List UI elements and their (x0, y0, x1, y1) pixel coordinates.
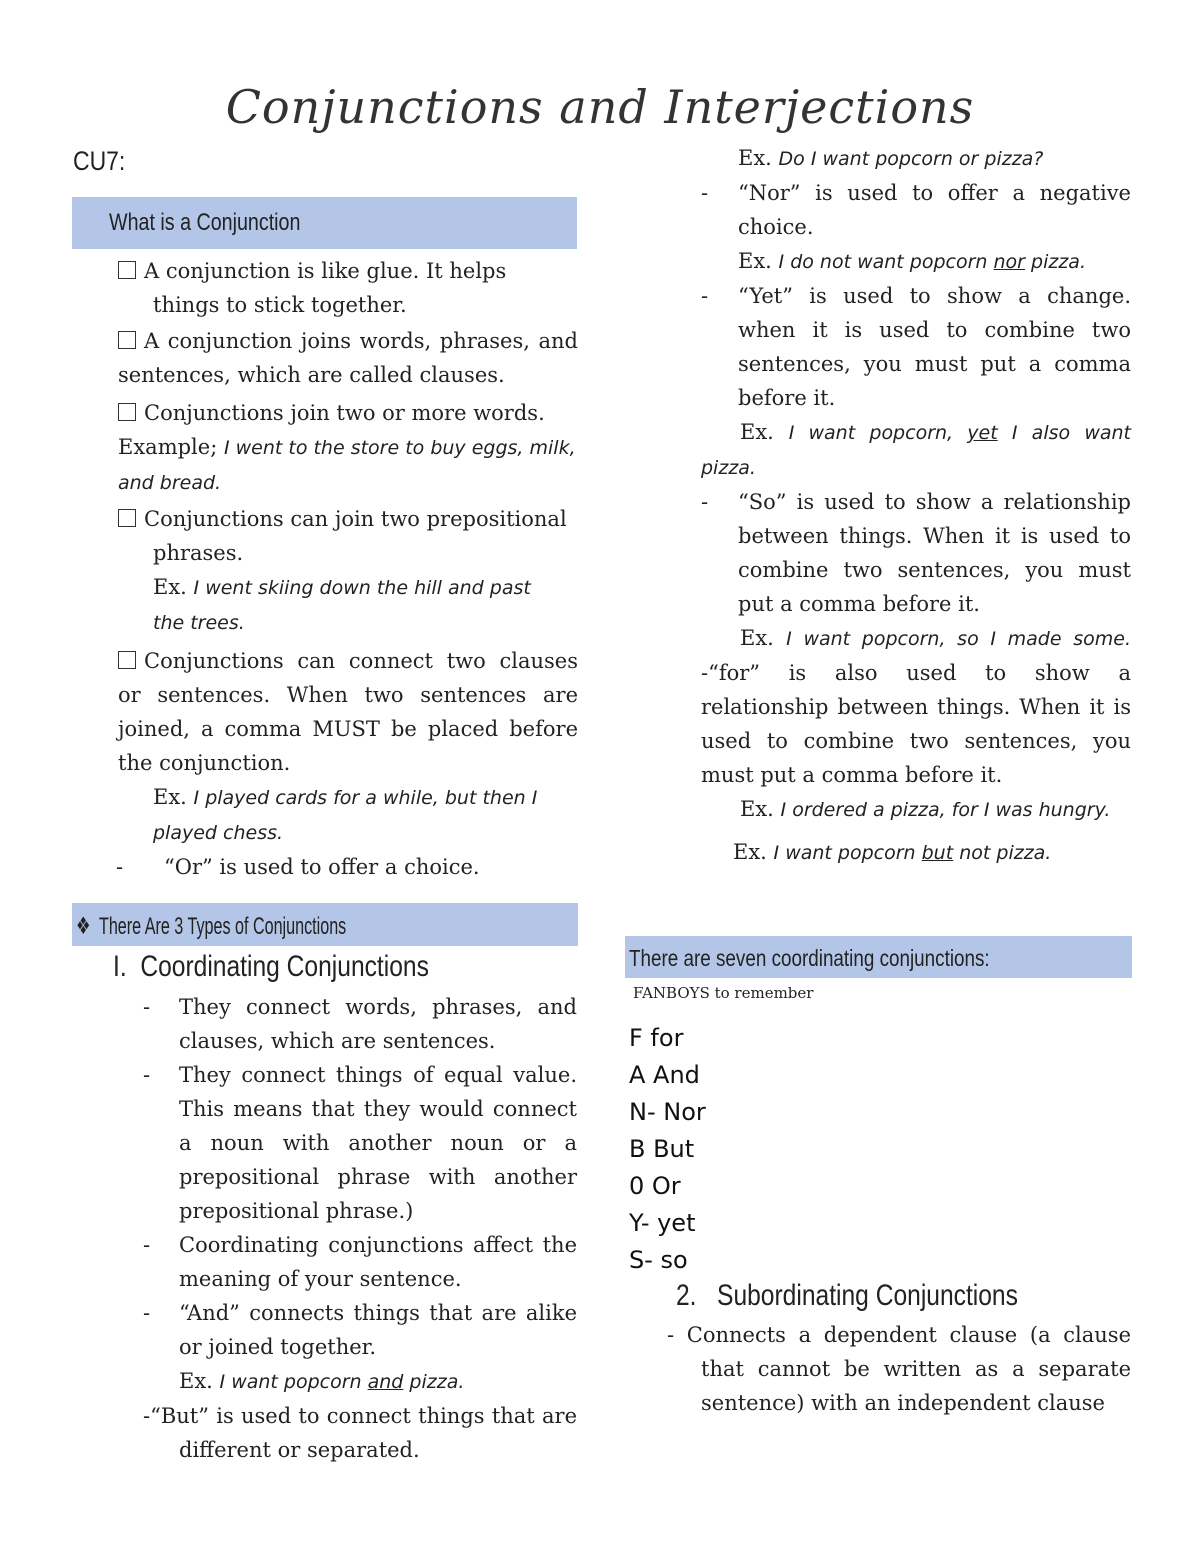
list-item: Conjunctions join two or more words. Example; I went to the store to buy eggs, milk, and bread. (118, 401, 576, 494)
fanboys-heading: There are seven coordinating conjunctions: (629, 945, 990, 971)
diamond-bullet-icon: ❖ (76, 913, 91, 940)
page-title: Conjunctions and Interjections (225, 80, 975, 134)
list-item: A conjunction joins words, phrases, and sentences, which are called clauses. (118, 329, 578, 387)
section-heading-band (72, 197, 577, 249)
example-line: Ex. I want popcorn but not pizza. (733, 840, 1052, 864)
list-item: - They connect things of equal value. This means that they would connect a noun with another noun or a prepositional phrase with another prepositional phrase.) (143, 1063, 577, 1223)
example-line: Ex. I do not want popcorn nor pizza. (738, 249, 1086, 273)
fanboys-list (629, 1020, 706, 1279)
list-item: - “Or” is used to offer a choice. (116, 855, 480, 879)
list-item: - “So” is used to show a relationship between things. When it is used to combine two sentences, you must put a comma before it. (701, 490, 1131, 616)
checkbox-icon (118, 651, 136, 669)
list-item: B But (629, 1135, 695, 1163)
example-line: Ex. I want popcorn, so I made some. -“for” is also used to show a relationship between things. When it is used to combine two sentences, you must put a comma before it. (701, 626, 1131, 787)
section-heading: What is a Conjunction (109, 209, 301, 236)
example-line: Ex. I want popcorn, yet I also want pizza. (701, 420, 1132, 479)
subheading-coordinating: I. Coordinating Conjunctions (113, 950, 429, 983)
example-line: Ex. I want popcorn and pizza. (179, 1369, 465, 1393)
list-item: - “Yet” is used to show a change. when it is used to combine two sentences, you must put a comma before it. (701, 284, 1131, 410)
section-heading: ❖ There Are 3 Types of Conjunctions (76, 913, 347, 940)
list-item: - “Nor” is used to offer a negative choice. (701, 181, 1131, 239)
list-item: A conjunction is like glue. It helps things to stick together. (118, 254, 578, 322)
list-item: Y- yet (629, 1209, 696, 1237)
list-item: A And (629, 1061, 700, 1089)
list-item: - Coordinating conjunctions affect the meaning of your sentence. (143, 1233, 577, 1291)
fanboys-heading-band (625, 936, 1132, 978)
subheading-subordinating: 2. Subordinating Conjunctions (676, 1279, 1018, 1312)
example-line: Ex. Do I want popcorn or pizza? (738, 146, 1044, 170)
fanboys-note: FANBOYS to remember (633, 984, 814, 1002)
list-item: 0 Or (629, 1172, 681, 1200)
example-line: Ex. I went skiing down the hill and past the trees. (153, 575, 531, 634)
conjunction-definition-list (118, 254, 578, 884)
checkbox-icon (118, 403, 136, 421)
list-item: F for (629, 1024, 684, 1052)
coordinating-points (143, 990, 577, 1467)
list-item: Conjunctions can connect two clauses or sentences. When two sentences are joined, a comma MUST be placed before the conjunction. (118, 649, 578, 775)
example-line: Ex. I ordered a pizza, for I was hungry. (740, 797, 1111, 821)
list-item: N- Nor (629, 1098, 706, 1126)
list-item: -“But” is used to connect things that are different or separated. (143, 1404, 577, 1462)
list-item: - They connect words, phrases, and clauses, which are sentences. (143, 995, 577, 1053)
course-code: CU7: (73, 146, 126, 176)
list-item: S- so (629, 1246, 688, 1274)
checkbox-icon (118, 261, 136, 279)
checkbox-icon (118, 331, 136, 349)
list-item: Conjunctions can join two prepositional phrases. (118, 502, 578, 570)
section-heading-band (72, 903, 578, 946)
example-line: Ex. I played cards for a while, but then I played chess. (153, 785, 538, 844)
list-item: - “And” connects things that are alike or joined together. (143, 1301, 577, 1359)
right-column-text (701, 141, 1131, 870)
subordinating-definition: - Connects a dependent clause (a clause that cannot be written as a separate sentence) with an independent clause (667, 1323, 1131, 1415)
checkbox-icon (118, 509, 136, 527)
